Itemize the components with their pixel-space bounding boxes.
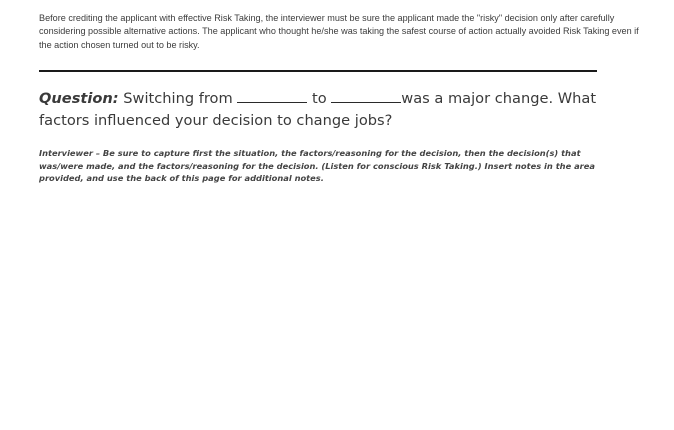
interviewer-instructions: Interviewer – Be sure to capture first the situation, the factors/reasoning for the decision, then the decision(s) that was/were made, and the factors/reasoning for the decision. (Listen for conscious Risk Taking.) Insert notes in the area provided, and use the back of this page for additional notes. (39, 148, 596, 184)
question-text-part3: was a major change. What factors influenced your decision to change jobs? (39, 90, 597, 129)
interview-question (39, 88, 619, 132)
question-label: Question: (39, 90, 119, 107)
question-text-part1: Switching from (123, 90, 233, 107)
intro-paragraph: Before crediting the applicant with effective Risk Taking, the interviewer must be sure the applicant made the "risky" decision only after carefully considering possible alternative actions. The applicant who thought he/she was taking the safest course of action actually avoided Risk Taking even if the action chosen turned out to be risky. (39, 13, 639, 50)
section-divider (39, 70, 597, 72)
blank-from[interactable] (237, 88, 307, 103)
blank-to[interactable] (331, 88, 401, 103)
question-text-part2: to (311, 90, 327, 107)
